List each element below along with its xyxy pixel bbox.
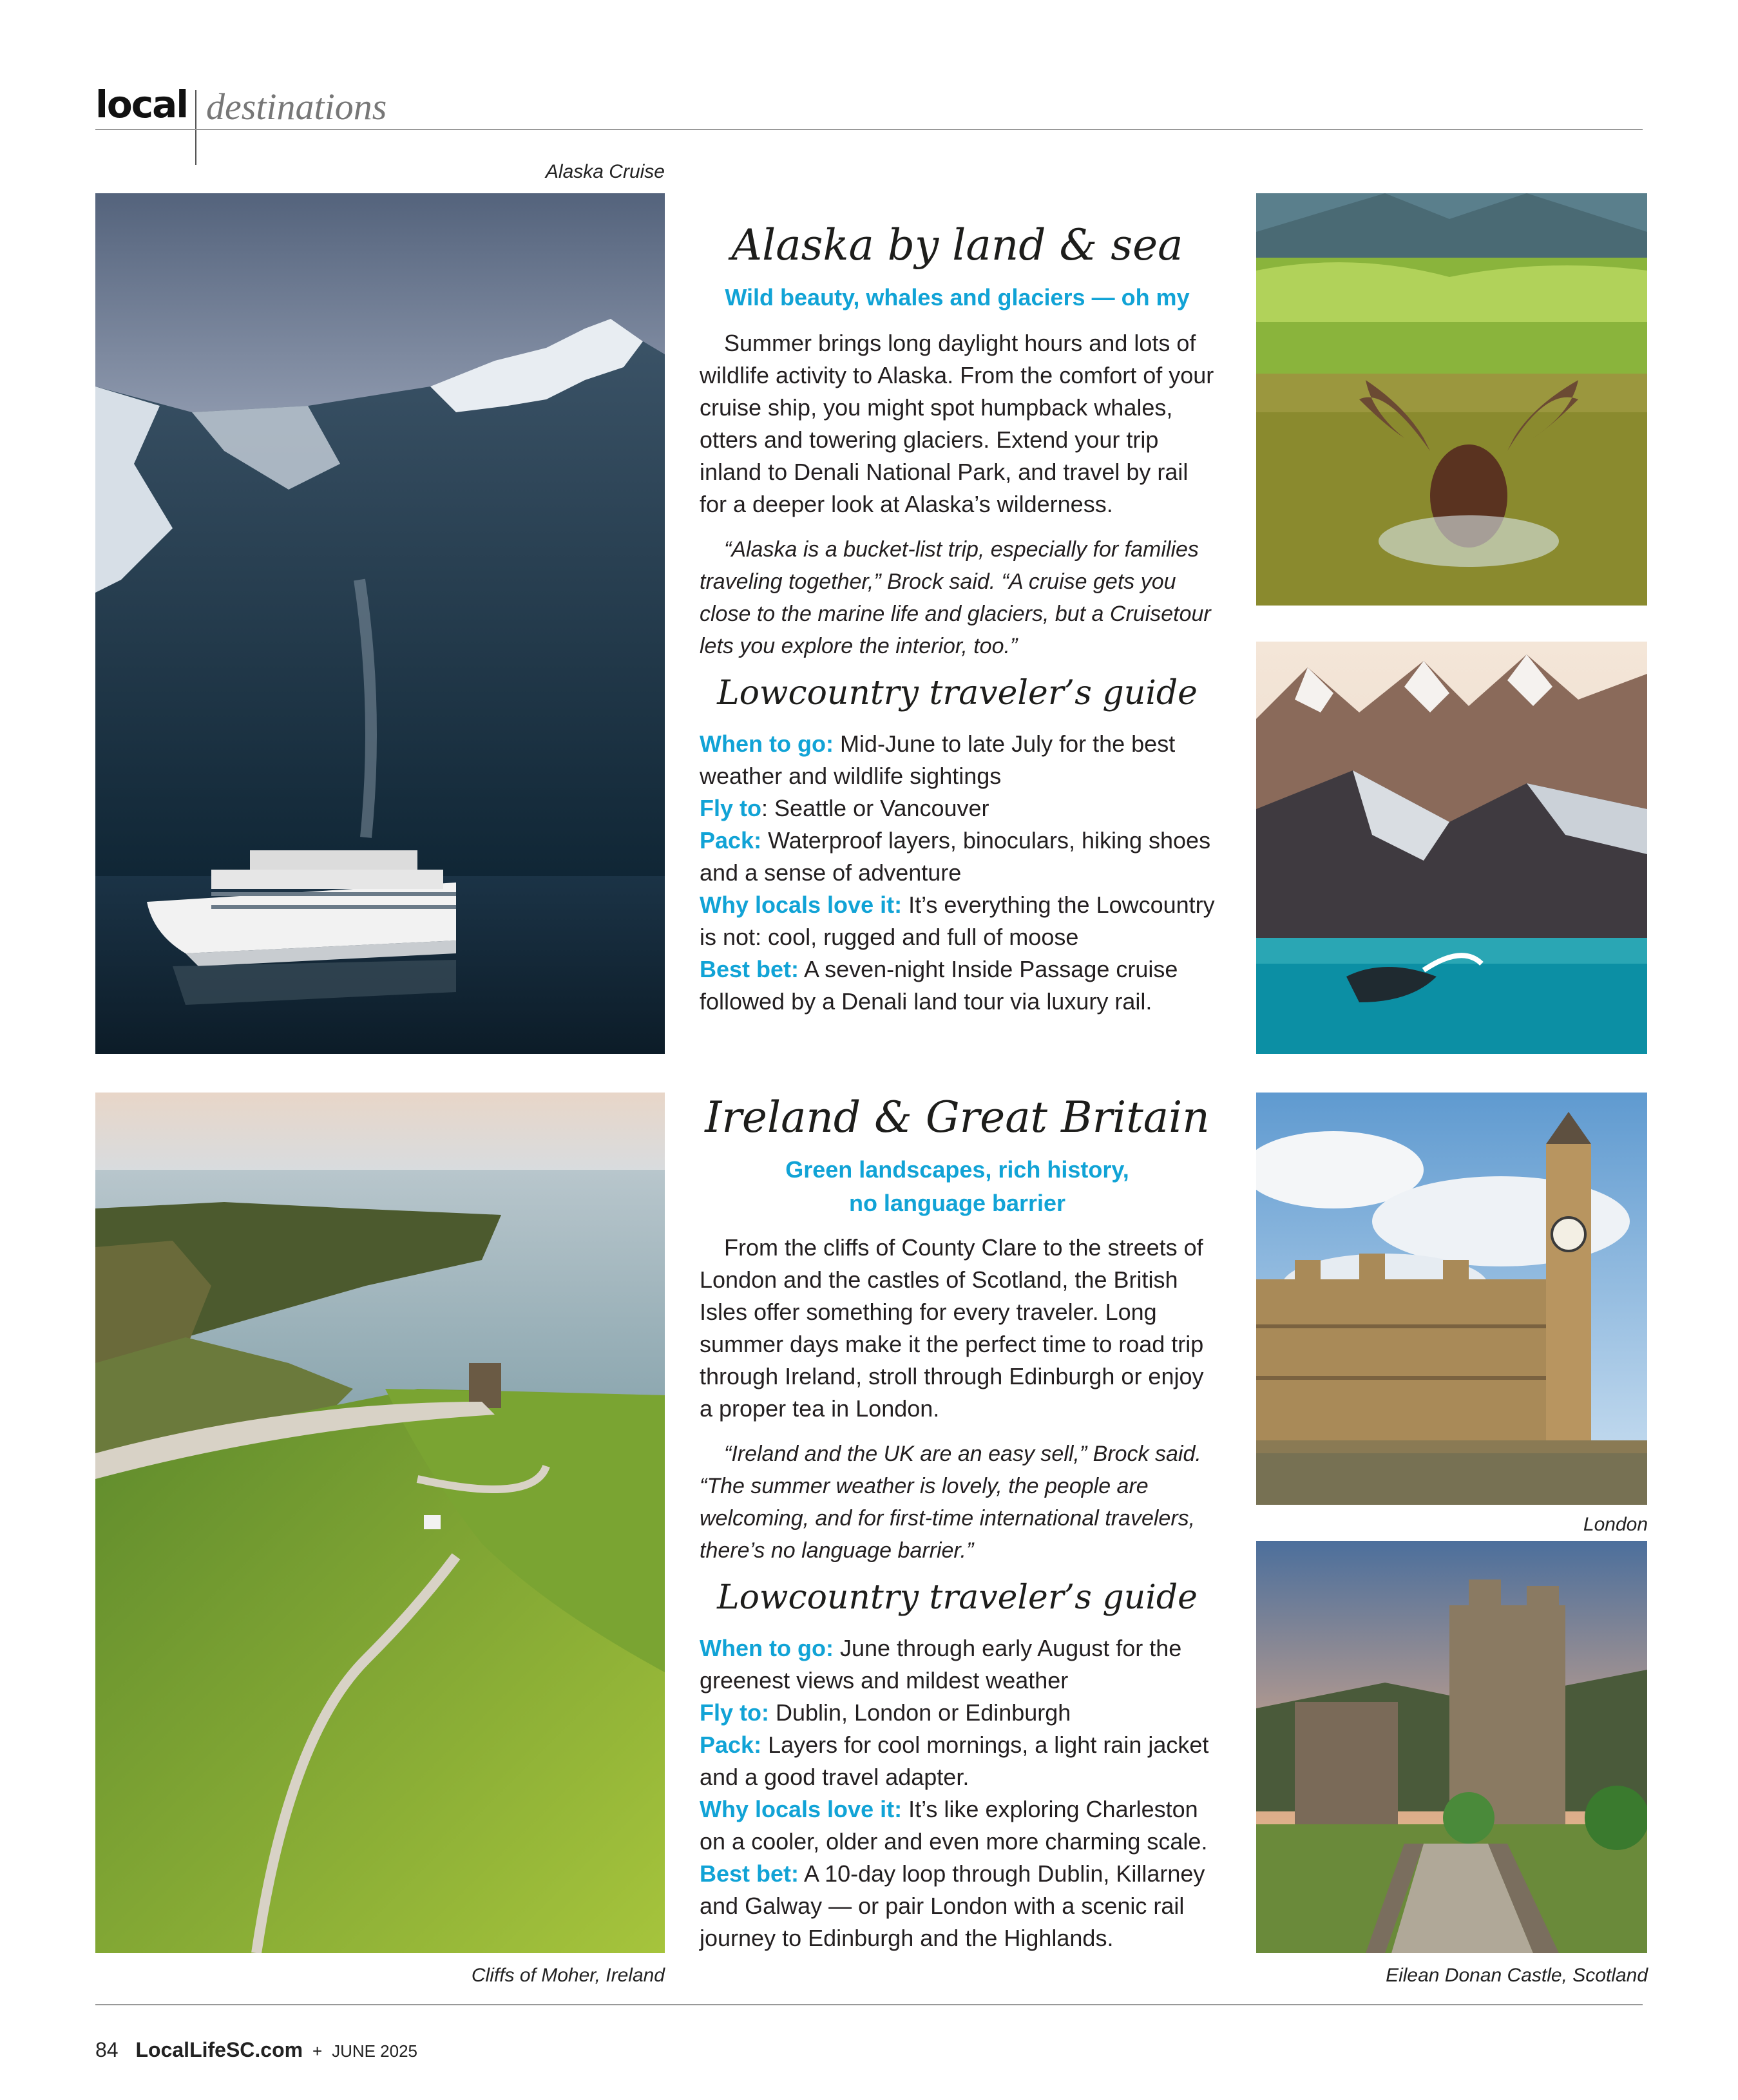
- guide-text: It’s like exploring Charleston on a cooler, older and even more charming scale.: [700, 1796, 1208, 1855]
- alaska-guide: [700, 728, 1228, 1018]
- ireland-title: Ireland & Great Britain: [705, 1093, 1210, 1142]
- alaska-title: Alaska by land & sea: [731, 220, 1183, 270]
- guide-item: [700, 792, 1228, 825]
- ireland-guide-title: Lowcountry traveler’s guide: [717, 1578, 1198, 1617]
- guide-item: [700, 728, 1228, 792]
- guide-text: A 10-day loop through Dublin, Killarney and Galway — or pair London with a scenic rail journey to Edinburgh and the Highlands.: [700, 1860, 1205, 1951]
- guide-label: Why locals love it:: [700, 892, 902, 918]
- footer-plus: +: [312, 2041, 323, 2061]
- guide-label: Best bet:: [700, 1860, 799, 1887]
- guide-label: Why locals love it:: [700, 1796, 902, 1822]
- guide-label: When to go:: [700, 1635, 834, 1661]
- ireland-quote: [700, 1438, 1221, 1567]
- guide-item: [700, 825, 1228, 889]
- guide-item: [700, 1729, 1228, 1793]
- caption-eilean-donan: Eilean Donan Castle, Scotland: [1386, 1965, 1648, 1986]
- caption-london: London: [1583, 1514, 1648, 1535]
- guide-label: Pack:: [700, 827, 762, 854]
- guide-item: [700, 1858, 1228, 1954]
- eilean-donan-photo: [1256, 1541, 1647, 1953]
- guide-label: Pack:: [700, 1732, 762, 1758]
- guide-label: When to go:: [700, 730, 834, 757]
- ireland-subtitle-line1: Green landscapes, rich history,: [785, 1156, 1129, 1183]
- alaska-quote-text: “Alaska is a bucket-list trip, especially for families traveling together,” Brock said. “A cruise gets you close to the marine life and glaciers, but a Cruisetour lets you explore the interior, too.”: [700, 537, 1211, 658]
- footer-issue: JUNE 2025: [332, 2041, 418, 2061]
- guide-text: Mid-June to late July for the best weather and wildlife sightings: [700, 730, 1176, 789]
- alaska-body: [700, 327, 1221, 520]
- guide-item: [700, 889, 1228, 953]
- guide-label: Best bet:: [700, 956, 799, 982]
- caption-cliffs: Cliffs of Moher, Ireland: [471, 1965, 665, 1986]
- guide-item: [700, 1632, 1228, 1697]
- section-label: local: [95, 82, 188, 126]
- ireland-subtitle: [700, 1153, 1215, 1220]
- guide-item: [700, 1793, 1228, 1858]
- cliffs-of-moher-photo: [95, 1093, 665, 1953]
- guide-text: It’s everything the Lowcountry is not: cool, rugged and full of moose: [700, 892, 1215, 950]
- alaska-guide-title: Lowcountry traveler’s guide: [717, 674, 1198, 712]
- footer-site: LocalLifeSC.com: [135, 2038, 303, 2061]
- moose-photo: [1256, 193, 1647, 606]
- alaska-quote: [700, 533, 1221, 662]
- london-photo: [1256, 1093, 1647, 1505]
- guide-text: : Seattle or Vancouver: [761, 795, 989, 821]
- alaska-subtitle: Wild beauty, whales and glaciers — oh my: [725, 284, 1190, 310]
- alaska-body-text: Summer brings long daylight hours and lots of wildlife activity to Alaska. From the comfort of your cruise ship, you might spot humpback whales, otters and towering glaciers. Extend your trip inland to Denali National Park, and travel by rail for a deeper look at Alaska’s wilderness.: [700, 330, 1214, 517]
- guide-label: Fly to:: [700, 1699, 769, 1726]
- caption-alaska-cruise: Alaska Cruise: [545, 161, 665, 182]
- guide-text: A seven-night Inside Passage cruise followed by a Denali land tour via luxury rail.: [700, 956, 1178, 1015]
- guide-label: Fly to: [700, 795, 761, 821]
- glacier-whale-photo: [1256, 642, 1647, 1054]
- guide-item: [700, 1697, 1228, 1729]
- ireland-body: [700, 1232, 1221, 1425]
- header-divider: [195, 90, 196, 165]
- alaska-cruise-photo: [95, 193, 665, 1054]
- page-number: 84: [95, 2038, 119, 2061]
- header-rule: [95, 129, 1643, 130]
- guide-text: Waterproof layers, binoculars, hiking shoes and a sense of adventure: [700, 827, 1211, 886]
- footer: [95, 2038, 417, 2062]
- guide-text: Layers for cool mornings, a light rain jacket and a good travel adapter.: [700, 1732, 1209, 1790]
- ireland-subtitle-line2: no language barrier: [848, 1190, 1066, 1216]
- ireland-guide: [700, 1632, 1228, 1954]
- guide-text: June through early August for the greenest views and mildest weather: [700, 1635, 1182, 1694]
- footer-rule: [95, 2004, 1643, 2005]
- ireland-body-text: From the cliffs of County Clare to the streets of London and the castles of Scotland, the British Isles offer something for every traveler. Long summer days make it the perfect time to road trip through Ireland, stroll through Edinburgh or enjoy a proper tea in London.: [700, 1234, 1204, 1422]
- subsection-label: destinations: [206, 86, 387, 128]
- guide-item: [700, 953, 1228, 1018]
- ireland-quote-text: “Ireland and the UK are an easy sell,” Brock said. “The summer weather is lovely, the people are welcoming, and for first-time international travelers, there’s no language barrier.”: [700, 1442, 1201, 1563]
- guide-text: Dublin, London or Edinburgh: [769, 1699, 1071, 1726]
